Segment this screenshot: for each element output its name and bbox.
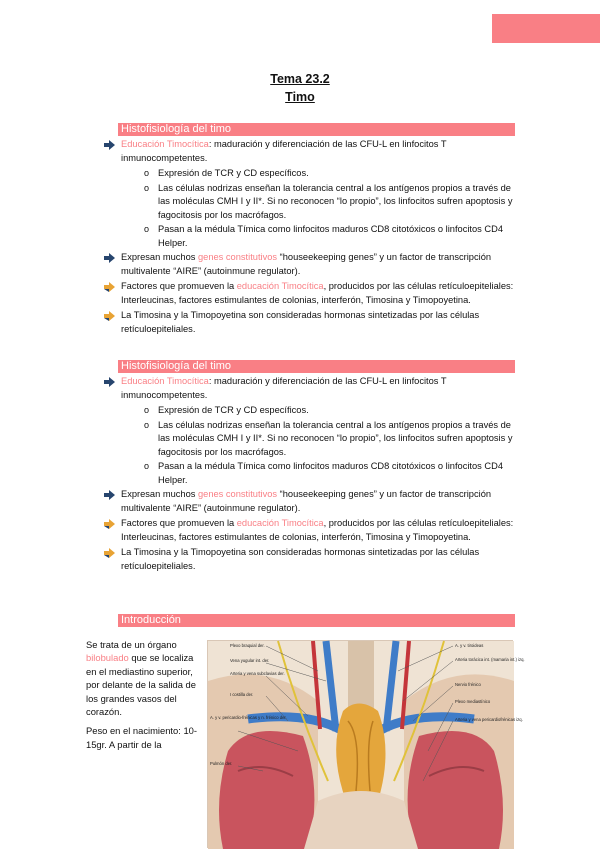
page-title: Tema 23.2 (270, 72, 330, 86)
list-item: Factores que promueven la educación Timocítica, producidos por las células retículoepiteliales: Interleucinas, factores estimulantes de colonias, interferón, Timosina y Timopoyetina. (104, 517, 516, 544)
section-heading-histofisiologia-1: Histofisiología del timo (118, 123, 515, 136)
sub-list-item: o Pasan a la médula Tímica como linfocitos maduros CD8 citotóxicos o linfocitos CD4 Helper. (144, 224, 503, 248)
list-item: Factores que promueven la educación Timocítica, producidos por las células retículoepiteliales: Interleucinas, factores estimulantes de colonias, interferón, Timosina y Timopoyetina. (104, 280, 516, 307)
figure-label: Plexo braquial der. (230, 643, 265, 648)
arrow-bullet-blue-icon (104, 140, 115, 150)
intro-paragraph-2: Peso en el nacimiento: 10-15gr. A partir de la (86, 725, 198, 750)
list-item: Expresan muchos genes constitutivos “houseekeeping genes” y un factor de transcripción multivalente “AIRE” (autoinmune regulator). (104, 488, 516, 515)
bullet-list-1 (104, 138, 516, 338)
figure-label: A. y v. pericardio-frénicas y n. frénico der. (210, 715, 287, 720)
header-color-tab (492, 14, 600, 43)
figure-label: Nervio frénico (455, 682, 481, 687)
sub-list-item: o Las células nodrizas enseñan la tolerancia central a los antígenos propios a través de las moléculas CMH I y II*. Si no reconocen “lo propio”, los linfocitos sufren apoptosis y fagocitosis por los macrófagos. (144, 419, 513, 457)
list-item: La Timosina y la Timopoyetina son consideradas hormonas sintetizadas por las células retículoepiteliales. (104, 309, 516, 336)
list-item: Educación Timocítica: maduración y diferenciación de las CFU-L en linfocitos T inmunocompetentes. (104, 375, 516, 402)
arrow-bullet-orange-icon (104, 519, 115, 529)
thymus-anatomy-illustration-icon (208, 641, 525, 849)
bullet-list-2 (104, 375, 516, 575)
page-subtitle: Timo (285, 90, 315, 104)
intro-paragraphs (86, 638, 201, 757)
sub-list-item: o Las células nodrizas enseñan la tolerancia central a los antígenos propios a través de las moléculas CMH I y II*. Si no reconocen “lo propio”, los linfocitos sufren apoptosis y fagocitosis por los macrófagos. (144, 182, 513, 220)
figure-label: Vena yugular int. der. (230, 658, 270, 663)
thymus-anatomy-figure (207, 640, 525, 848)
figure-label: Plexo mediastínico (455, 699, 491, 704)
arrow-bullet-orange-icon (104, 282, 115, 292)
section-heading-introduccion: Introducción (118, 614, 515, 627)
sub-list-item: o Pasan a la médula Tímica como linfocitos maduros CD8 citotóxicos o linfocitos CD4 Helper. (144, 461, 503, 485)
arrow-bullet-blue-icon (104, 490, 115, 500)
intro-paragraph-1: Se trata de un órgano bilobulado que se localiza en el mediastino superior, por delante de la salida de los grandes vasos del corazón. (86, 639, 196, 718)
figure-label: Pulmón der. (210, 761, 233, 766)
arrow-bullet-blue-icon (104, 377, 115, 387)
sub-list-item: o Expresión de TCR y CD específicos. (144, 405, 309, 415)
sub-list-item: o Expresión de TCR y CD específicos. (144, 168, 309, 178)
figure-label: A. y v. tiroideas (455, 643, 484, 648)
figure-label: I costilla der. (230, 692, 254, 697)
figure-label: Arteria y vena subclavias der. (230, 671, 285, 676)
arrow-bullet-orange-icon (104, 548, 115, 558)
figure-label: Arteria y vena pericardiofrénicas izq. (455, 717, 523, 722)
arrow-bullet-orange-icon (104, 311, 115, 321)
list-item: La Timosina y la Timopoyetina son consideradas hormonas sintetizadas por las células retículoepiteliales. (104, 546, 516, 573)
list-item: Educación Timocítica: maduración y diferenciación de las CFU-L en linfocitos T inmunocompetentes. (104, 138, 516, 165)
section-heading-histofisiologia-2: Histofisiología del timo (118, 360, 515, 373)
arrow-bullet-blue-icon (104, 253, 115, 263)
list-item: Expresan muchos genes constitutivos “houseekeeping genes” y un factor de transcripción multivalente “AIRE” (autoinmune regulator). (104, 251, 516, 278)
figure-label: Arteria torácica int. (mamaria int.) izq. (455, 657, 525, 662)
